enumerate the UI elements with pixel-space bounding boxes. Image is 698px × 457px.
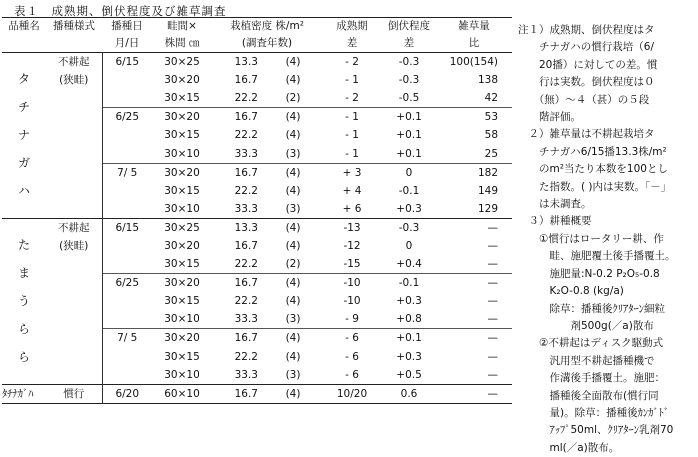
header-spacing: 畦間× [152, 18, 212, 36]
control-variety: ﾀﾁﾅｶﾞﾊ [2, 384, 46, 403]
lodging-cell: +0.8 [396, 313, 422, 326]
lodging-cell: +0.1 [382, 108, 436, 127]
maturity-cell: - 1 [345, 74, 359, 87]
spacing-cell: 30×20 [164, 239, 200, 252]
weed-cell: 100(154) [436, 53, 512, 72]
note-line: 除草：播種後ｸﾘｱﾀｰﾝ細粒 [518, 302, 665, 315]
method-cell: 不耕起 [46, 218, 102, 237]
control-weed: — [436, 384, 512, 403]
weed-cell: 53 [436, 108, 512, 127]
method-cell [46, 348, 102, 366]
density-cell: 33.3 [234, 202, 258, 215]
note-line: 播種後全面散布(慣行同 [518, 389, 659, 402]
lodging-cell: +0.1 [396, 147, 422, 160]
method-cell [46, 366, 102, 385]
date-cell [102, 366, 152, 385]
note-line: ２）雑草量は不耕起栽培タ [518, 128, 655, 141]
table-row [2, 348, 512, 366]
density-cell: 16.7 [212, 163, 264, 182]
method-cell [46, 200, 102, 219]
method-cell: 不耕起 [46, 53, 102, 72]
table-row [2, 126, 512, 144]
table-row [2, 274, 512, 293]
density-cell: 16.7 [234, 239, 258, 252]
header-weed-ratio: 比 [468, 37, 480, 49]
spacing-cell: 30×10 [164, 313, 200, 326]
spacing-cell: 30×10 [164, 368, 200, 381]
spacing-cell: 30×15 [164, 350, 200, 363]
density-cell: 16.7 [212, 329, 264, 348]
maturity-cell: -13 [322, 218, 382, 237]
variety-char: ガ [17, 156, 30, 171]
method-cell [46, 163, 102, 182]
table-row [2, 108, 512, 127]
control-density: 16.7 [212, 384, 264, 403]
control-maturity: 10/20 [322, 384, 382, 403]
method-cell [46, 255, 102, 274]
variety-char: ら [17, 322, 30, 337]
control-method: 慣行 [46, 384, 102, 403]
maturity-cell: - 2 [322, 53, 382, 72]
note-line: た指数。( )内は実数。「－」 [518, 180, 672, 193]
variety-char: ナ [17, 128, 30, 143]
years-cell: (4) [285, 74, 301, 87]
maturity-cell: - 6 [345, 368, 359, 381]
spacing-cell: 30×20 [152, 329, 212, 348]
weed-cell: 42 [484, 92, 499, 105]
date-cell [102, 144, 152, 163]
years-cell: (4) [285, 129, 301, 142]
method-cell [46, 292, 102, 310]
density-cell: 22.2 [234, 184, 258, 197]
method-cell: (狭畦) [59, 74, 89, 87]
weed-cell: — [487, 313, 499, 326]
spacing-cell: 30×15 [164, 184, 200, 197]
method-cell [46, 89, 102, 108]
lodging-cell: 0 [405, 239, 413, 252]
maturity-cell: - 6 [345, 350, 359, 363]
lodging-cell: +0.1 [382, 329, 436, 348]
spacing-cell: 30×20 [152, 163, 212, 182]
years-cell: (4) [264, 163, 322, 182]
density-cell: 33.3 [234, 147, 258, 160]
weed-cell: — [436, 329, 512, 348]
variety-char: ら [17, 350, 30, 365]
header-lodging: 倒伏程度 [382, 18, 436, 36]
spacing-cell: 30×10 [164, 202, 200, 215]
lodging-cell: +0.4 [396, 258, 422, 271]
years-cell: (4) [264, 329, 322, 348]
years-cell: (3) [285, 202, 301, 215]
header-maturity-diff: 差 [346, 37, 358, 49]
note-line: チナガハ6/15播13.3株/m² [518, 145, 667, 158]
spacing-cell: 30×20 [152, 108, 212, 127]
method-cell [46, 310, 102, 329]
table-row [2, 163, 512, 182]
lodging-cell: +0.3 [396, 202, 422, 215]
spacing-cell: 30×15 [164, 92, 200, 105]
weed-cell: 25 [484, 147, 499, 160]
lodging-cell: -0.3 [398, 74, 420, 87]
weed-cell: — [487, 350, 499, 363]
table-row [2, 366, 512, 385]
date-cell [102, 71, 152, 89]
years-cell: (4) [264, 218, 322, 237]
maturity-cell: - 1 [322, 108, 382, 127]
control-spacing: 60×10 [152, 384, 212, 403]
date-cell: 7/ 5 [102, 329, 152, 348]
years-cell: (4) [264, 53, 322, 72]
method-cell [46, 126, 102, 144]
note-line: 作溝後手播覆土。施肥： [518, 372, 665, 385]
date-cell: 7/ 5 [102, 163, 152, 182]
years-cell: (4) [285, 184, 301, 197]
note-line: のm²当たり本数を100とし [518, 163, 668, 176]
table-row [2, 310, 512, 329]
header-density: 栽植密度 株/m² [212, 18, 322, 36]
note-line: ml(／a)散布。 [518, 441, 620, 454]
control-row [2, 384, 512, 403]
method-cell [46, 108, 102, 127]
table-row [2, 71, 512, 89]
lodging-cell: +0.1 [396, 129, 422, 142]
date-cell: 6/25 [102, 108, 152, 127]
lodging-cell: +0.3 [396, 350, 422, 363]
method-cell [46, 274, 102, 293]
date-cell: 6/15 [102, 53, 152, 72]
table-row [2, 237, 512, 255]
lodging-cell: 0 [382, 163, 436, 182]
years-cell: (2) [285, 258, 301, 271]
note-line: （無）～４（甚）の５段 [518, 93, 650, 106]
note-line: は未調査。 [518, 198, 592, 211]
table-row [2, 200, 512, 219]
date-cell [102, 126, 152, 144]
table-row [2, 218, 512, 237]
weed-cell: — [487, 368, 499, 381]
weed-cell: — [487, 239, 499, 252]
control-years: (4) [264, 384, 322, 403]
maturity-cell: - 9 [345, 313, 359, 326]
note-line: チナガハの慣行栽培（6/ [518, 41, 655, 54]
note-line: 量)。除草：播種後ｶﾝｶﾞﾄﾞ [518, 406, 670, 419]
density-cell: 13.3 [212, 218, 264, 237]
maturity-cell: + 6 [342, 202, 362, 215]
years-cell: (3) [285, 368, 301, 381]
density-cell: 16.7 [234, 74, 258, 87]
years-cell: (4) [285, 350, 301, 363]
spacing-cell: 30×15 [164, 258, 200, 271]
density-cell: 22.2 [234, 258, 258, 271]
header-row-2 [2, 35, 512, 53]
variety-char: チ [17, 100, 30, 115]
header-method: 播種様式 [46, 18, 102, 36]
maturity-cell: - 1 [345, 129, 359, 142]
density-cell: 22.2 [234, 295, 258, 308]
years-cell: (3) [285, 313, 301, 326]
method-cell [46, 329, 102, 348]
footnotes [518, 22, 696, 457]
variety-cell [2, 218, 46, 384]
variety-cell [2, 53, 46, 219]
note-line: 畦、施肥覆土後手播覆土。 [518, 250, 676, 263]
note-line: 施肥量:N-0.2 P₂O₅-0.8 [518, 267, 660, 280]
lodging-cell: +0.3 [396, 295, 422, 308]
maturity-cell: + 4 [342, 184, 362, 197]
weed-cell: 129 [477, 202, 499, 215]
note-line: K₂O-0.8 (kg/a) [518, 285, 624, 298]
years-cell: (3) [285, 147, 301, 160]
weed-cell: 58 [484, 129, 499, 142]
maturity-cell: + 3 [322, 163, 382, 182]
years-cell: (4) [264, 274, 322, 293]
maturity-cell: -12 [343, 239, 361, 252]
header-lodging-diff: 差 [403, 37, 415, 49]
method-cell [46, 144, 102, 163]
years-cell: (4) [264, 108, 322, 127]
years-cell: (2) [285, 92, 301, 105]
control-lodging: 0.6 [382, 384, 436, 403]
density-cell: 33.3 [234, 368, 258, 381]
density-cell: 33.3 [234, 313, 258, 326]
maturity-cell: - 1 [345, 147, 359, 160]
method-cell [46, 182, 102, 200]
date-cell: 6/15 [102, 218, 152, 237]
date-cell [102, 348, 152, 366]
note-line: ｱｯﾌﾟ50ml、ｸﾘｱﾀｰﾝ乳剤70 [518, 424, 674, 437]
date-cell [102, 237, 152, 255]
header-date: 播種日 [102, 18, 152, 36]
results-table [2, 17, 512, 404]
note-line: 剤500g(／a)散布 [518, 319, 654, 332]
note-line: ３）耕種概要 [518, 215, 592, 228]
maturity-cell: - 6 [322, 329, 382, 348]
density-cell: 13.3 [212, 53, 264, 72]
table-row [2, 89, 512, 108]
spacing-cell: 30×20 [152, 274, 212, 293]
header-variety: 品種名 [2, 18, 46, 36]
variety-char: ま [17, 266, 30, 281]
lodging-cell: -0.1 [398, 184, 420, 197]
table-row [2, 53, 512, 72]
spacing-cell: 30×25 [152, 218, 212, 237]
lodging-cell: -0.3 [382, 53, 436, 72]
lodging-cell: -0.1 [382, 274, 436, 293]
maturity-cell: - 2 [345, 92, 359, 105]
density-cell: 16.7 [212, 274, 264, 293]
note-line: 汎用型不耕起播種機で [518, 354, 655, 367]
lodging-cell: -0.5 [398, 92, 420, 105]
date-cell [102, 255, 152, 274]
density-cell: 22.2 [234, 350, 258, 363]
method-cell: (狭畦) [59, 239, 89, 252]
header-density-years: (調査年数) [241, 37, 293, 49]
table-row [2, 144, 512, 163]
date-cell: 6/25 [102, 274, 152, 293]
weed-cell: 182 [436, 163, 512, 182]
table-row [2, 329, 512, 348]
variety-char: タ [17, 72, 30, 87]
maturity-cell: -10 [343, 295, 361, 308]
note-line: 注１）成熟期、倒伏程度はタ [518, 24, 655, 36]
density-cell: 22.2 [234, 92, 258, 105]
variety-char: た [17, 238, 30, 253]
date-cell [102, 182, 152, 200]
spacing-cell: 30×10 [164, 147, 200, 160]
note-line: ②不耕起はディスク駆動式 [518, 337, 664, 350]
header-maturity: 成熟期 [322, 18, 382, 36]
header-weed: 雑草量 [436, 18, 512, 36]
header-spacing-unit: 株間 ㎝ [164, 37, 200, 49]
weed-cell: 149 [477, 184, 499, 197]
lodging-cell: +0.5 [396, 368, 422, 381]
note-line: 20播）に対しての差。慣 [518, 58, 658, 71]
spacing-cell: 30×20 [164, 74, 200, 87]
date-cell [102, 292, 152, 310]
table-row [2, 255, 512, 274]
note-line: 行は実数。倒伏程度は０ [518, 76, 655, 89]
header-date-unit: 月/日 [114, 37, 140, 49]
density-cell: 16.7 [212, 108, 264, 127]
header-row-1 [2, 18, 512, 36]
date-cell [102, 200, 152, 219]
table-title: 表１ 成熟期、倒伏程度及び雑草調査 [14, 4, 227, 18]
weed-cell: — [487, 295, 499, 308]
note-line: ①慣行はロータリー耕、作 [518, 232, 664, 245]
lodging-cell: -0.3 [382, 218, 436, 237]
weed-cell: — [436, 274, 512, 293]
weed-cell: — [436, 218, 512, 237]
date-cell [102, 310, 152, 329]
weed-cell: 138 [477, 74, 499, 87]
years-cell: (4) [285, 295, 301, 308]
years-cell: (4) [285, 239, 301, 252]
table-row [2, 292, 512, 310]
control-date: 6/20 [102, 384, 152, 403]
variety-char: う [17, 294, 30, 309]
density-cell: 22.2 [234, 129, 258, 142]
variety-char: ハ [17, 184, 30, 199]
maturity-cell: -15 [343, 258, 361, 271]
note-line: 階評価。 [518, 111, 581, 124]
spacing-cell: 30×15 [164, 129, 200, 142]
spacing-cell: 30×15 [164, 295, 200, 308]
weed-cell: — [487, 258, 499, 271]
spacing-cell: 30×25 [152, 53, 212, 72]
maturity-cell: -10 [322, 274, 382, 293]
date-cell [102, 89, 152, 108]
table-row [2, 182, 512, 200]
